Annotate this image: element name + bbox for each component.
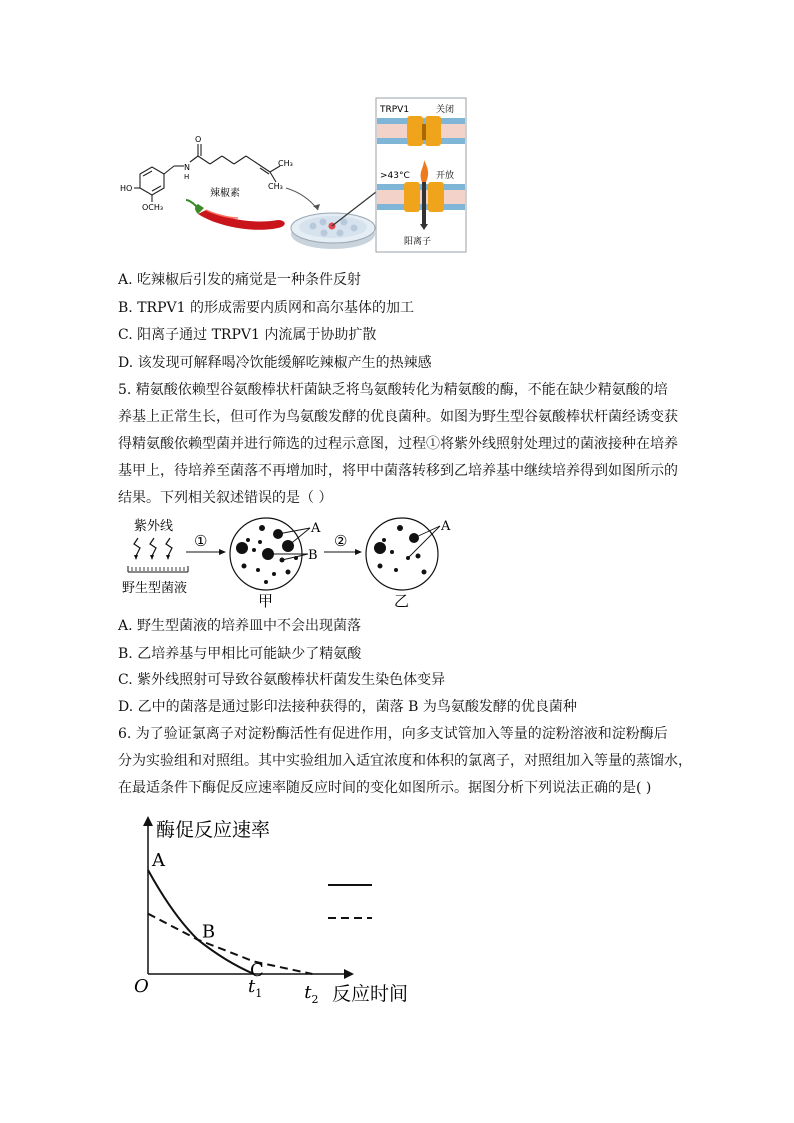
label-a-yi: A <box>441 519 451 534</box>
q4-option-b: B. TRPV1 的形成需要内质网和高尔基体的加工 <box>118 300 414 316</box>
step-2-label: ② <box>334 532 348 550</box>
q4-option-d: D. 该发现可解释喝冷饮能缓解吃辣椒产生的热辣感 <box>118 355 432 371</box>
culture-tray <box>128 566 188 572</box>
capsaicin-figure <box>118 96 470 260</box>
capsaicin-structure <box>134 144 280 202</box>
label-b-jia: B <box>308 548 318 563</box>
q5-stem-line-4: 基甲上，待培养至菌落不再增加时，将甲中菌落转移到乙培养基中继续培养得到如图所示的 <box>118 463 678 479</box>
chem-ho-label: HO <box>120 184 133 193</box>
uv-label: 紫外线 <box>134 519 174 534</box>
q6-stem-line-1: 6. 为了验证氯离子对淀粉酶活性有促进作用，向多支试管加入等量的淀粉溶液和淀粉酶后 <box>118 726 668 742</box>
chem-h-label: H <box>184 173 190 181</box>
chem-n-label: N <box>184 163 190 172</box>
q4-option-a: A. 吃辣椒后引发的痛觉是一种条件反射 <box>118 272 362 288</box>
dish-jia-label: 甲 <box>258 592 274 610</box>
point-a-label: A <box>152 850 165 871</box>
t2-tick-label <box>304 982 318 1006</box>
x-axis-label: 反应时间 <box>332 983 409 1005</box>
q5-option-d: D. 乙中的菌落是通过影印法接种获得的，菌落 B 为鸟氨酸发酵的优良菌种 <box>118 699 577 715</box>
wild-type-label: 野生型菌液 <box>122 581 188 596</box>
arrow-to-dish <box>286 188 318 210</box>
t1-main: t <box>248 976 256 997</box>
q5-option-a: A. 野生型菌液的培养皿中不会出现菌落 <box>118 618 362 634</box>
label-a-jia: A <box>311 521 321 536</box>
culture-tray-ticks <box>132 567 184 571</box>
petri-dish-icon <box>291 189 380 249</box>
open-label: 开放 <box>436 171 455 181</box>
chart-legend <box>328 885 372 918</box>
series-dashed-line <box>148 914 312 974</box>
q4-option-c: C. 阳离子通过 TRPV1 内流属于协助扩散 <box>118 327 377 343</box>
q5-option-b: B. 乙培养基与甲相比可能缺少了精氨酸 <box>118 646 362 662</box>
mutation-screening-figure <box>118 514 464 610</box>
step-1-label: ① <box>194 532 208 550</box>
chem-ch3-top-label: CH₃ <box>278 159 293 168</box>
t2-main: t <box>304 982 312 1003</box>
q5-stem-line-1: 5. 精氨酸依赖型谷氨酸棒状杆菌缺乏将鸟氨酸转化为精氨酸的酶，不能在缺少精氨酸的培 <box>118 382 668 398</box>
closed-label: 关闭 <box>436 105 455 115</box>
t2-sub: 2 <box>311 993 319 1006</box>
x-axis-arrow <box>344 969 354 979</box>
q5-stem-line-5: 结果。下列相关叙述错误的是（ ） <box>118 490 333 506</box>
trpv1-label: TRPV1 <box>380 105 410 115</box>
chem-och3-label: OCH₃ <box>142 203 164 212</box>
point-c-label: C <box>250 960 264 981</box>
temp-label: >43°C <box>380 171 410 181</box>
chart-series-group <box>148 870 312 974</box>
y-axis-arrow <box>143 816 153 826</box>
q6-stem-line-3: 在最适条件下酶促反应速率随反应时间的变化如图所示。据图分析下列说法正确的是( ) <box>118 780 652 796</box>
t1-sub: 1 <box>255 987 263 1000</box>
dish-yi-label: 乙 <box>394 592 410 610</box>
enzyme-rate-chart <box>128 812 428 1008</box>
chart-axes <box>148 824 348 974</box>
chili-pepper-icon <box>186 200 285 230</box>
q5-option-c: C. 紫外线照射可导致谷氨酸棒状杆菌发生染色体变异 <box>118 672 446 688</box>
q6-stem-line-2: 分为实验组和对照组。其中实验组加入适宜浓度和体积的氯离子，对照组加入等量的蒸馏水， <box>118 753 692 769</box>
origin-label: O <box>134 976 149 997</box>
point-b-label: B <box>201 921 216 943</box>
q5-stem-line-2: 养基上正常生长，但可作为鸟氨酸发酵的优良菌种。如图为野生型谷氨酸棒状杆菌经诱变获 <box>118 409 678 425</box>
chem-o-label: O <box>195 135 202 144</box>
q5-stem-line-3: 得精氨酸依赖型菌并进行筛选的过程示意图，过程①将紫外线照射处理过的菌液接种在培养 <box>118 436 678 452</box>
compound-label: 辣椒素 <box>210 188 240 199</box>
y-axis-label: 酶促反应速率 <box>156 819 271 841</box>
cation-label: 阳离子 <box>404 237 432 247</box>
chem-ch3-bottom-label: CH₃ <box>268 182 283 191</box>
uv-rays-icon <box>134 538 172 556</box>
